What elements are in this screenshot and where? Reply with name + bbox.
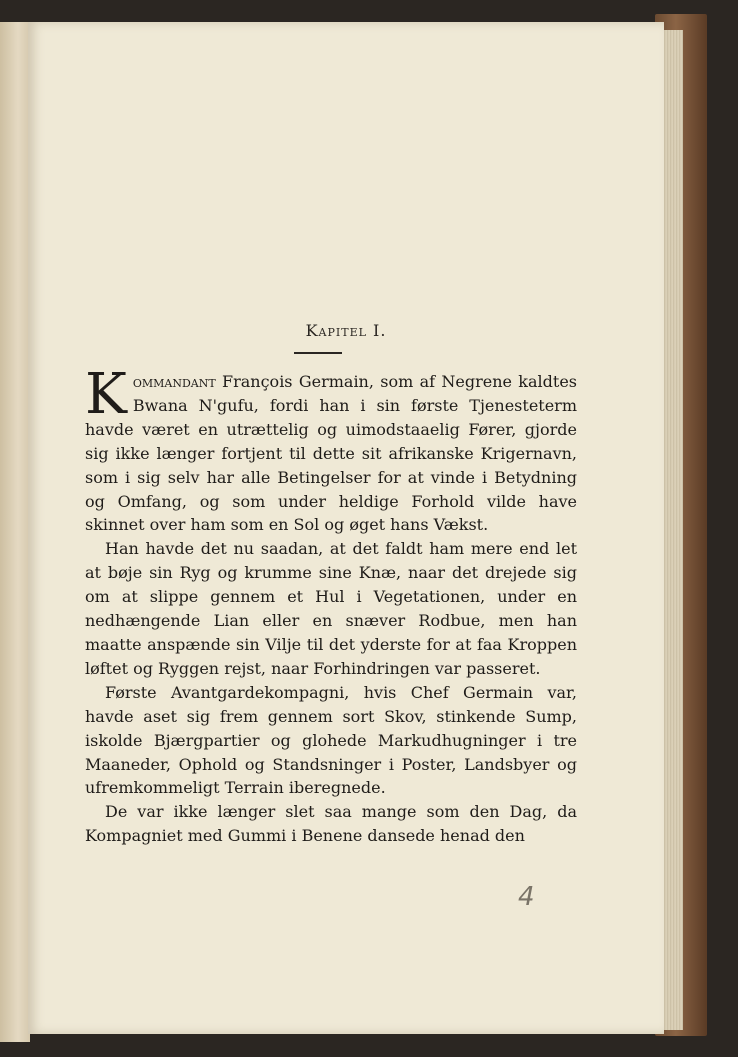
chapter-heading-text: Kapitel I. — [305, 321, 387, 340]
paragraph-1-text: François Germain, som af Negrene kaldtes Bwana N'gufu, fordi han i sin første Tjenesteterm havde været en utrættelig og uimodstaaelig Fører, gjorde sig ikke længer fortjent til dette sit afrikanske Krigernavn, som i sig selv har alle Betingelser for at vinde i Betydning og Omfang, og som under heldige Forhold vilde have skinnet over ham som en Sol og øget hans Vækst. — [85, 372, 577, 535]
opening-smallcaps: ommandant — [132, 372, 216, 391]
paragraph-3: Første Avantgardekompagni, hvis Chef Germain var, havde aset sig frem gennem sort Skov, stinkende Sump, iskolde Bjærgpartier og glohede Markudhugninger i tre Maaneder, Ophold og Standsninger i Poster, Landsbyer og ufremkommeligt Terrain iberegnede. — [85, 682, 577, 798]
paragraph-2: Han havde det nu saadan, at det faldt ham mere end let at bøje sin Ryg og krumme sine Knæ, naar det drejede sig om at slippe gennem et Hul i Vegetationen, under en nedhængende Lian eller en snæver Rodbue, men han maatte anspænde sin Vilje til det yderste for at faa Kroppen løftet og Ryggen rejst, naar Forhindringen var passeret. — [85, 539, 577, 678]
left-page-edge — [0, 22, 30, 1042]
chapter-heading — [28, 321, 664, 341]
heading-rule — [294, 352, 342, 354]
paragraph-1 — [85, 362, 577, 537]
page-edges — [661, 30, 683, 1030]
page-number: 4 — [518, 882, 535, 912]
book-page — [28, 22, 664, 1034]
drop-cap: K — [85, 362, 127, 427]
paragraph-4: De var ikke længer slet saa mange som den Dag, da Kompagniet med Gummi i Benene dansede henad den — [85, 802, 577, 846]
body-text — [85, 362, 577, 848]
